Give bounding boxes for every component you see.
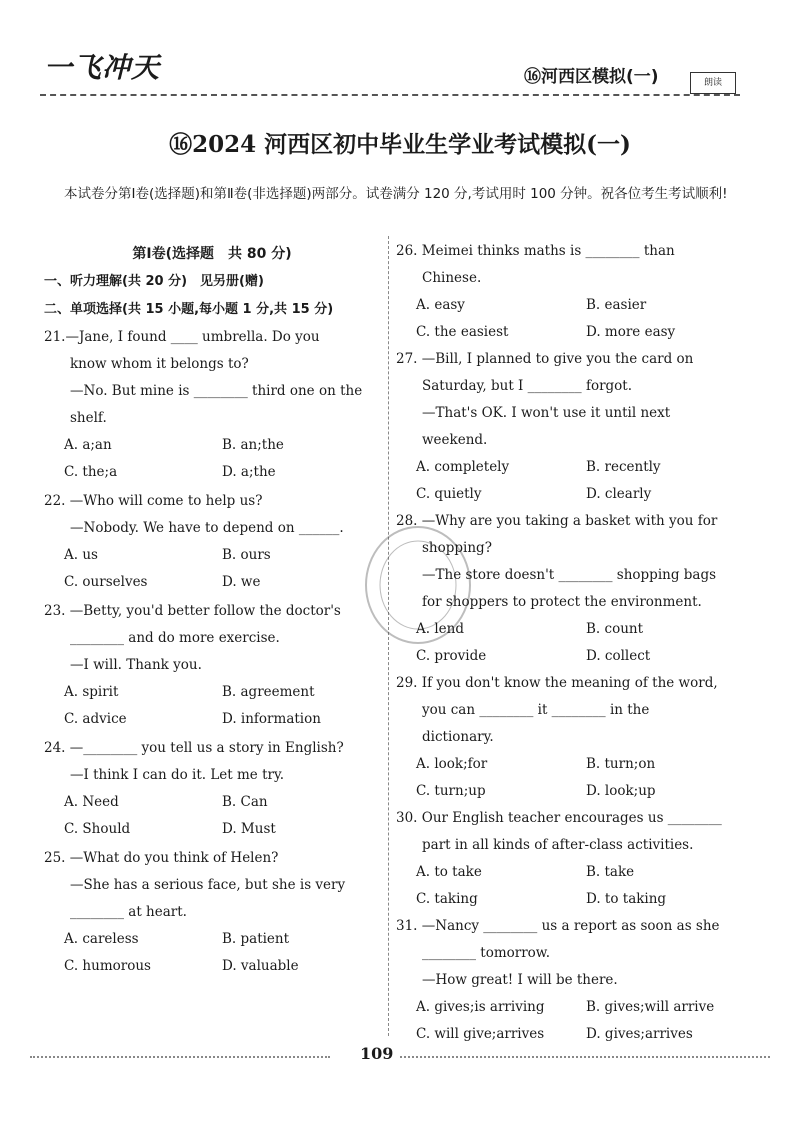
question-line: dictionary. (422, 729, 494, 745)
option-a[interactable]: A. Need (64, 794, 119, 810)
option-b[interactable]: B. take (586, 864, 635, 880)
question-24 (44, 735, 380, 843)
question-line: —Nobody. We have to depend on ______. (70, 520, 344, 536)
option-b[interactable]: B. gives;will arrive (586, 999, 715, 1015)
question-26 (396, 238, 762, 346)
question-line: know whom it belongs to? (70, 356, 249, 372)
options-row (396, 616, 762, 643)
question-line: —She has a serious face, but she is very (70, 877, 346, 893)
question-23 (44, 598, 380, 733)
options-row (44, 926, 380, 953)
option-a[interactable]: A. to take (416, 864, 482, 880)
question-22 (44, 488, 380, 596)
question-line: —That's OK. I won't use it until next (422, 405, 671, 421)
option-d[interactable]: D. we (222, 574, 261, 590)
question-30 (396, 805, 762, 913)
part1-heading: 一、听力理解(共 20 分) 见另册(赠) (44, 274, 264, 289)
option-d[interactable]: D. to taking (586, 891, 667, 907)
question-line: —No. But mine is ________ third one on the (70, 383, 363, 399)
header-stamp: 朗读 (690, 72, 736, 94)
option-a[interactable]: A. careless (64, 931, 139, 947)
option-b[interactable]: B. an;the (222, 437, 284, 453)
option-a[interactable]: A. us (64, 547, 98, 563)
options-row (44, 706, 380, 733)
options-row (396, 319, 762, 346)
option-a[interactable]: A. gives;is arriving (416, 999, 545, 1015)
question-line: weekend. (422, 432, 488, 448)
option-d[interactable]: D. information (222, 711, 321, 727)
option-d[interactable]: D. more easy (586, 324, 676, 340)
options-row (44, 816, 380, 843)
options-row (44, 542, 380, 569)
option-a[interactable]: A. look;for (416, 756, 488, 772)
intro-text: 本试卷分第Ⅰ卷(选择题)和第Ⅱ卷(非选择题)两部分。试卷满分 120 分,考试用时 100 分钟。祝各位考生考试顺利! (64, 186, 728, 202)
option-a[interactable]: A. a;an (64, 437, 112, 453)
question-line: 24. —________ you tell us a story in English? (44, 740, 344, 756)
option-c[interactable]: C. advice (64, 711, 127, 727)
options-row (396, 643, 762, 670)
options-row (396, 994, 762, 1021)
options-row (396, 292, 762, 319)
option-d[interactable]: D. gives;arrives (586, 1026, 693, 1042)
question-line: 26. Meimei thinks maths is ________ than (396, 243, 675, 259)
option-c[interactable]: C. humorous (64, 958, 151, 974)
question-27 (396, 346, 762, 508)
option-a[interactable]: A. easy (416, 297, 465, 313)
question-line: 29. If you don't know the meaning of the word, (396, 675, 718, 691)
question-line: 22. —Who will come to help us? (44, 493, 263, 509)
option-b[interactable]: B. count (586, 621, 644, 637)
option-b[interactable]: B. Can (222, 794, 268, 810)
question-line: shopping? (422, 540, 492, 556)
question-25 (44, 845, 380, 980)
option-d[interactable]: D. Must (222, 821, 276, 837)
option-c[interactable]: C. the;a (64, 464, 118, 480)
left-column (44, 240, 380, 980)
question-line: ________ at heart. (70, 904, 187, 920)
question-line: ________ tomorrow. (422, 945, 551, 961)
question-line: 28. —Why are you taking a basket with you for (396, 513, 718, 529)
question-line: 25. —What do you think of Helen? (44, 850, 279, 866)
header-rule (40, 94, 740, 96)
question-line: 21.—Jane, I found ____ umbrella. Do you (44, 329, 320, 345)
option-c[interactable]: C. turn;up (416, 783, 486, 799)
option-d[interactable]: D. clearly (586, 486, 652, 502)
question-line: —How great! I will be there. (422, 972, 618, 988)
question-line: 31. —Nancy ________ us a report as soon as she (396, 918, 720, 934)
exam-header-label: ⑯河西区模拟(一) (524, 67, 659, 87)
option-b[interactable]: B. patient (222, 931, 290, 947)
question-line: Saturday, but I ________ forgot. (422, 378, 633, 394)
options-row (44, 569, 380, 596)
option-b[interactable]: B. turn;on (586, 756, 656, 772)
question-line: Chinese. (422, 270, 482, 286)
question-28 (396, 508, 762, 670)
question-29 (396, 670, 762, 805)
question-line: —The store doesn't ________ shopping bags (422, 567, 717, 583)
option-b[interactable]: B. ours (222, 547, 271, 563)
page-number: 109 (360, 1044, 394, 1063)
question-line: —I will. Thank you. (70, 657, 202, 673)
footer-rule-left (30, 1056, 330, 1058)
question-line: ________ and do more exercise. (70, 630, 280, 646)
option-a[interactable]: A. spirit (64, 684, 119, 700)
option-b[interactable]: B. easier (586, 297, 647, 313)
section-title: 第Ⅰ卷(选择题 共 80 分) (132, 246, 292, 262)
option-b[interactable]: B. agreement (222, 684, 315, 700)
question-line: shelf. (70, 410, 107, 426)
options-row (396, 886, 762, 913)
options-row (396, 454, 762, 481)
page-title: ⑯2024 河西区初中毕业生学业考试模拟(一) (169, 131, 631, 158)
question-line: 30. Our English teacher encourages us ________ (396, 810, 722, 826)
right-column (396, 238, 762, 1048)
options-row (396, 481, 762, 508)
option-d[interactable]: D. valuable (222, 958, 299, 974)
option-c[interactable]: C. the easiest (416, 324, 509, 340)
option-c[interactable]: C. taking (416, 891, 478, 907)
option-d[interactable]: D. collect (586, 648, 651, 664)
option-a[interactable]: A. completely (416, 459, 510, 475)
option-c[interactable]: C. will give;arrives (416, 1026, 545, 1042)
question-line: you can ________ it ________ in the (422, 702, 650, 718)
option-c[interactable]: C. ourselves (64, 574, 148, 590)
option-d[interactable]: D. a;the (222, 464, 276, 480)
question-31 (396, 913, 762, 1048)
option-c[interactable]: C. provide (416, 648, 487, 664)
options-row (44, 789, 380, 816)
question-line: for shoppers to protect the environment. (422, 594, 702, 610)
options-row (396, 859, 762, 886)
question-line: 23. —Betty, you'd better follow the doctor's (44, 603, 341, 619)
options-row (44, 679, 380, 706)
part2-heading: 二、单项选择(共 15 小题,每小题 1 分,共 15 分) (44, 302, 334, 317)
options-row (44, 459, 380, 486)
option-b[interactable]: B. recently (586, 459, 661, 475)
option-c[interactable]: C. quietly (416, 486, 482, 502)
brand-logo: 一飞冲天 (44, 51, 161, 84)
option-a[interactable]: A. lend (416, 621, 464, 637)
question-21 (44, 324, 380, 486)
question-line: 27. —Bill, I planned to give you the card on (396, 351, 694, 367)
question-line: —I think I can do it. Let me try. (70, 767, 285, 783)
question-line: part in all kinds of after-class activities. (422, 837, 694, 853)
options-row (396, 751, 762, 778)
options-row (396, 778, 762, 805)
options-row (44, 953, 380, 980)
footer-rule-right (400, 1056, 770, 1058)
options-row (44, 432, 380, 459)
options-row (396, 1021, 762, 1048)
option-c[interactable]: C. Should (64, 821, 131, 837)
option-d[interactable]: D. look;up (586, 783, 656, 799)
